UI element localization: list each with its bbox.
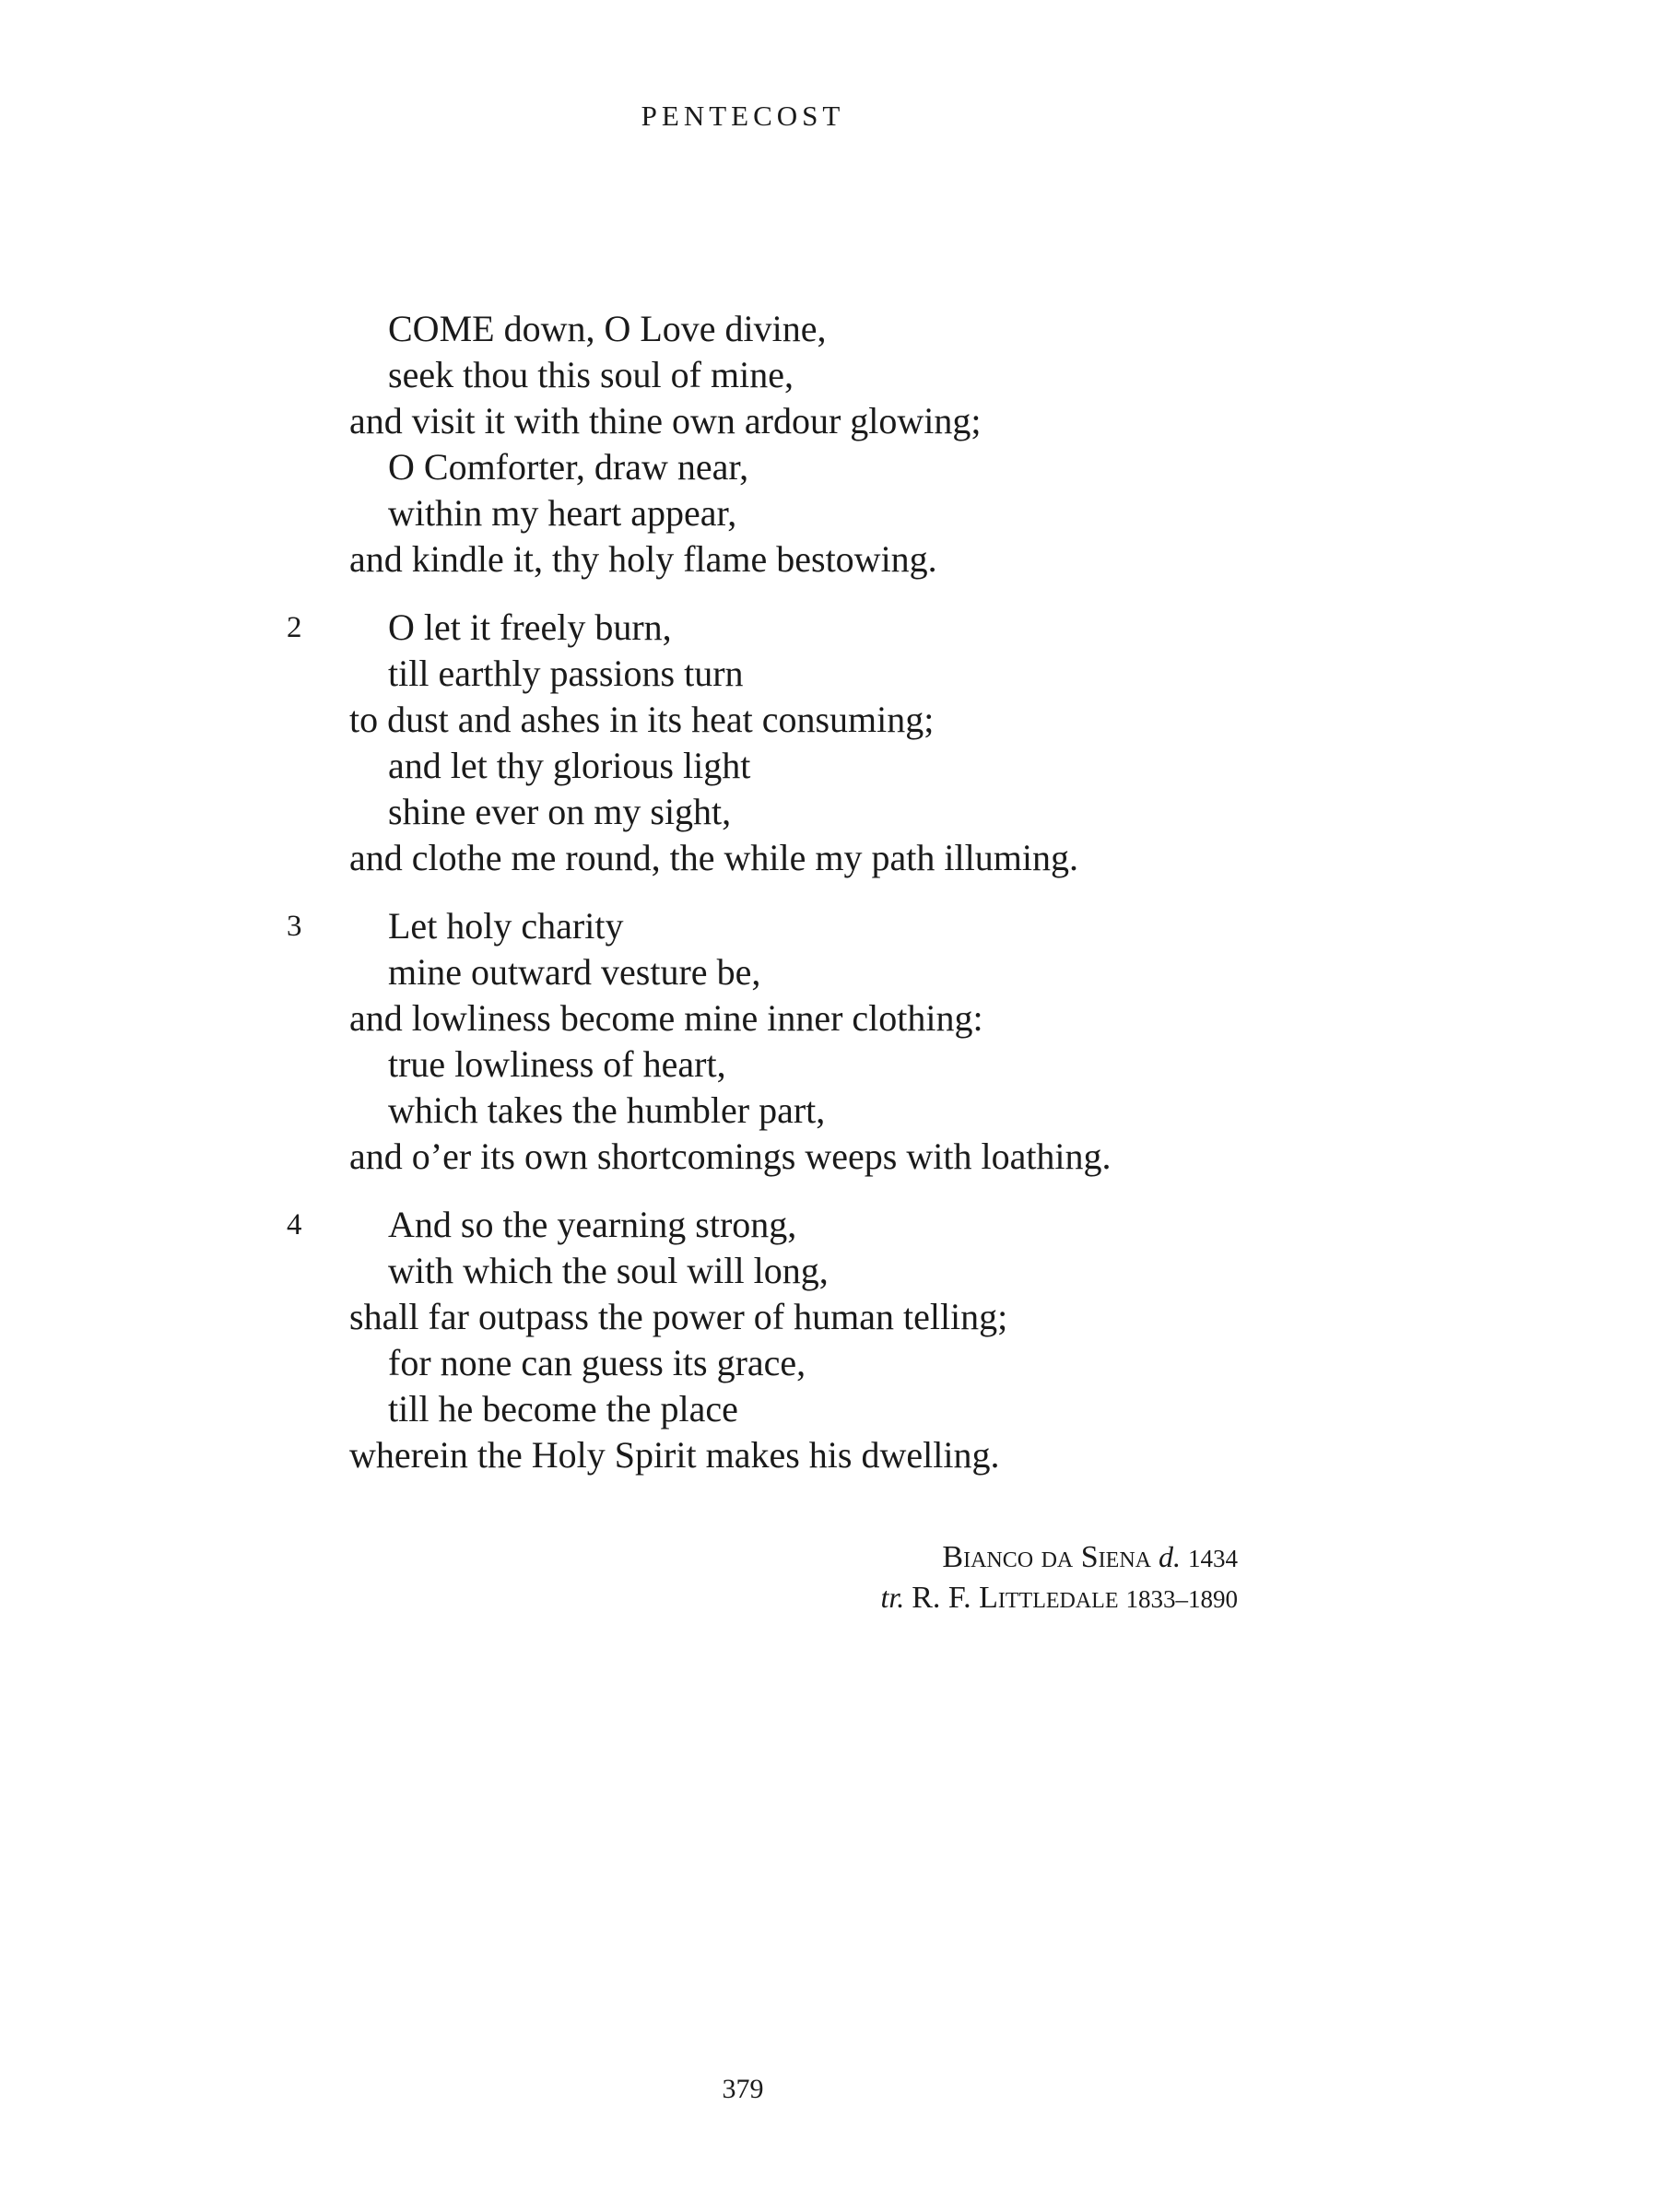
verse-line: within my heart appear, bbox=[388, 492, 737, 534]
verse-2 bbox=[275, 605, 1381, 881]
verse-line: to dust and ashes in its heat consuming; bbox=[349, 699, 935, 740]
author-date: 1434 bbox=[1188, 1545, 1238, 1572]
verse-line: and visit it with thine own ardour glowing; bbox=[349, 400, 982, 441]
verse-line: and let thy glorious light bbox=[388, 745, 751, 786]
verse-line: with which the soul will long, bbox=[388, 1250, 829, 1291]
verse-line: shall far outpass the power of human telling; bbox=[349, 1296, 1008, 1337]
verse-line: And so the yearning strong, bbox=[388, 1204, 797, 1245]
page-number: 379 bbox=[722, 2074, 764, 2104]
verse-line: and lowliness become mine inner clothing: bbox=[349, 997, 983, 1039]
running-title: PENTECOST bbox=[641, 100, 845, 132]
verse-line: mine outward vesture be, bbox=[388, 951, 761, 993]
translator-credit bbox=[0, 1578, 1238, 1618]
author-credit bbox=[0, 1537, 1238, 1578]
verse-line: Let holy charity bbox=[388, 905, 624, 947]
verse-line: O let it freely burn, bbox=[388, 606, 672, 648]
verse-3 bbox=[275, 903, 1381, 1180]
verse-number: 3 bbox=[287, 910, 302, 943]
verse-number: 2 bbox=[287, 611, 302, 644]
translator-dates: 1833–1890 bbox=[1125, 1585, 1238, 1613]
verse-line: true lowliness of heart, bbox=[388, 1043, 726, 1085]
verse-line: O Comforter, draw near, bbox=[388, 446, 749, 488]
verse-line: till earthly passions turn bbox=[388, 653, 744, 694]
translator-prefix: tr. bbox=[880, 1581, 905, 1614]
verse-line: and clothe me round, the while my path illuming. bbox=[349, 837, 1078, 878]
verse-line: till he become the place bbox=[388, 1388, 738, 1430]
hymn-text bbox=[275, 306, 1381, 1500]
verse-line: shine ever on my sight, bbox=[388, 791, 732, 832]
verse-number: 4 bbox=[287, 1208, 302, 1241]
attribution bbox=[0, 1537, 1238, 1618]
verse-line: which takes the humbler part, bbox=[388, 1089, 826, 1131]
verse-1 bbox=[275, 306, 1381, 582]
verse-line: for none can guess its grace, bbox=[388, 1342, 806, 1383]
verse-line: COME down, O Love divine, bbox=[388, 308, 827, 349]
verse-line: and kindle it, thy holy flame bestowing. bbox=[349, 538, 937, 580]
verse-line: and o’er its own shortcomings weeps with loathing. bbox=[349, 1135, 1112, 1177]
translator-name: R. F. Littledale bbox=[912, 1581, 1119, 1615]
verse-line: wherein the Holy Spirit makes his dwelling. bbox=[349, 1434, 1000, 1476]
author-date-prefix: d. bbox=[1159, 1540, 1181, 1573]
verse-4 bbox=[275, 1202, 1381, 1478]
author-name: Bianco da Siena bbox=[942, 1540, 1151, 1574]
verse-line: seek thou this soul of mine, bbox=[388, 354, 794, 395]
